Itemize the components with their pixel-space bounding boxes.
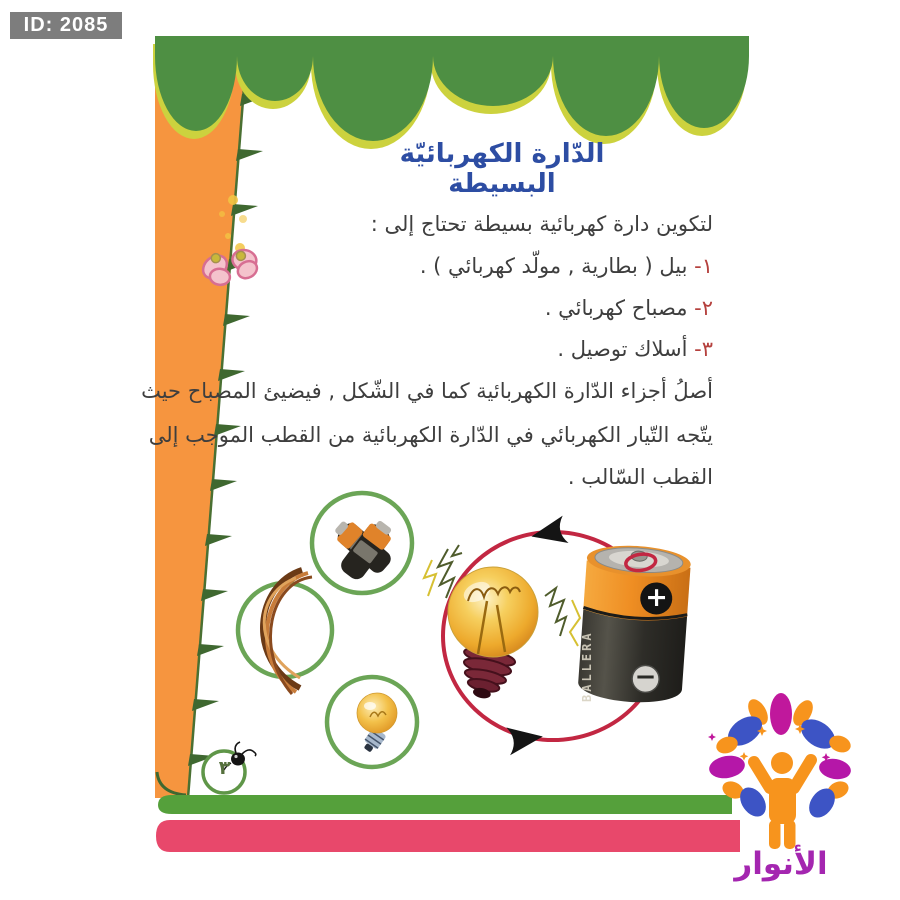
list-item-1-text: بيل ( بطارية , مولّد كهربائي ) .: [419, 254, 688, 278]
intro-line: لتكوين دارة كهربائية بسيطة تحتاج إلى :: [370, 212, 713, 236]
bottom-red-band: [156, 820, 740, 852]
battery-minus-sign: −: [634, 662, 657, 692]
publisher-wordmark: الأنوار: [734, 846, 828, 882]
wires-circle-figure: [238, 570, 332, 694]
list-item-1: [420, 254, 713, 278]
image-id-label: ID: 2085: [23, 14, 109, 36]
paragraph-line-1: أصلُ أجزاء الدّارة الكهربائية كما في الشّكل , فيضيئ المصباح حيث: [141, 379, 713, 403]
image-id-badge: [10, 12, 122, 39]
page-number: ٣: [218, 757, 231, 779]
paragraph-line-3: القطب السّالب .: [567, 465, 713, 489]
light-bulb-illustration: [448, 567, 538, 703]
circuit-figure: [424, 516, 692, 756]
battery-plus-sign: +: [645, 582, 668, 613]
list-item-2-text: مصباح كهربائي .: [544, 296, 688, 320]
list-item-3-text: أسلاك توصيل .: [557, 337, 688, 361]
battery-brand-label: BALLERA: [580, 630, 594, 702]
list-item-2: [545, 296, 713, 320]
list-item-2-number: ٢-: [694, 296, 713, 320]
list-item-1-number: ١-: [694, 254, 713, 278]
bottom-green-band: [158, 795, 732, 814]
list-item-3: [557, 337, 713, 361]
page-title: الدّارة الكهربائيّة البسيطة: [399, 139, 605, 199]
bulb-circle-figure: [327, 677, 417, 767]
list-item-3-number: ٣-: [694, 337, 713, 361]
battery-circle-figure: [312, 493, 412, 593]
paragraph-line-2: يتّجه التّيار الكهربائي في الدّارة الكهربائية من القطب الموجب إلى: [148, 423, 713, 447]
